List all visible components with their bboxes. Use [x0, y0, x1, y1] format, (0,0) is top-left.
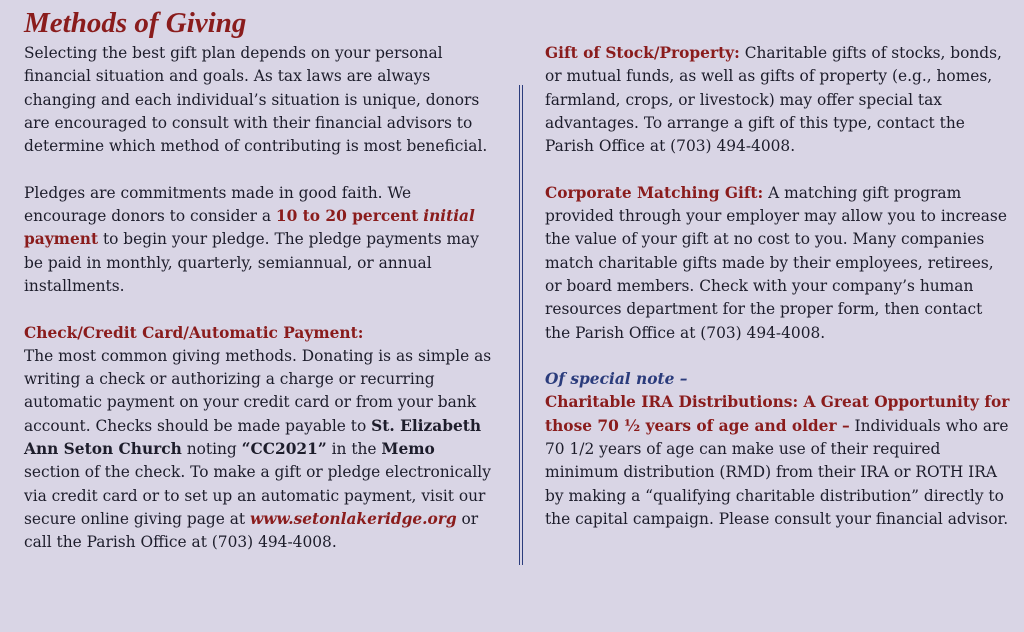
check-text-3: in the: [326, 440, 382, 459]
pledges-text-2: to begin your pledge. The pledge payments may be paid in monthly, quarterly, semiannual, or annual installments.: [24, 230, 479, 295]
check-payee: St. Elizabeth Ann Seton Church: [24, 416, 482, 459]
check-heading: Check/Credit Card/Automatic Payment:: [24, 323, 364, 342]
pledge-payment-highlight: payment: [24, 230, 99, 249]
pledge-percent-highlight: 10 to 20 percent: [275, 207, 419, 226]
ira-heading: Charitable IRA Distributions: A Great Opportunity for those 70 ½ years of age and older –: [545, 393, 1010, 435]
stock-text: Charitable gifts of stocks, bonds, or mutual funds, as well as gifts of property (e.g., homes, farmland, crops, or livestock) may offer special tax advantages. To arrange a gift of this type, contact the Parish Office at (703) 494-4008.: [545, 44, 1002, 156]
ira-paragraph: [545, 368, 1010, 531]
matching-heading: Corporate Matching Gift:: [545, 183, 764, 202]
pledges-text-1: Pledges are commitments made in good faith. We encourage donors to consider a: [24, 183, 412, 226]
matching-paragraph: [545, 182, 1010, 345]
stock-heading: Gift of Stock/Property:: [545, 44, 740, 62]
matching-text: A matching gift program provided through your employer may allow you to increase the value of your gift at no cost to you. Many companies match charitable gifts made by their employees, retirees, or board members. Check with your company’s human resources department for the proper form, then contact the Parish Office at (703) 494-4008.: [545, 183, 1007, 342]
column-divider: [519, 85, 523, 565]
left-column: [24, 42, 494, 578]
special-note-label: Of special note –: [545, 370, 688, 389]
check-text-1: The most common giving methods. Donating is as simple as writing a check or authorizing a charge or recurring automatic payment on your credit card or from your bank account. Checks should be made payable to: [24, 346, 492, 435]
check-code: “CC2021”: [241, 440, 327, 459]
check-text-4: section of the check. To make a gift or pledge electronically via credit card or to set up an automatic payment, visit our secure online giving page at: [24, 463, 491, 528]
page-title: Methods of Giving: [24, 7, 247, 39]
check-paragraph: [24, 322, 494, 555]
ira-text: Individuals who are 70 1/2 years of age can make use of their required minimum distribution (RMD) from their IRA or ROTH IRA by making a “qualifying charitable distribution” directly to the capital campaign. Please consult your financial advisor.: [545, 416, 1009, 528]
check-text-5: or call the Parish Office at (703) 494-4008.: [24, 509, 479, 552]
giving-url-link[interactable]: www.setonlakeridge.org: [250, 509, 457, 528]
stock-paragraph: [545, 42, 1010, 158]
pledge-initial-highlight: initial: [423, 207, 475, 226]
check-memo: Memo: [381, 440, 435, 459]
check-text-2: noting: [181, 440, 242, 459]
right-column: [545, 42, 1010, 555]
intro-paragraph: Selecting the best gift plan depends on your personal financial situation and goals. As tax laws are always changing and each individual’s situation is unique, donors are encouraged to consult with their financial advisors to determine which method of contributing is most beneficial.: [24, 44, 488, 156]
pledges-paragraph: [24, 182, 494, 298]
